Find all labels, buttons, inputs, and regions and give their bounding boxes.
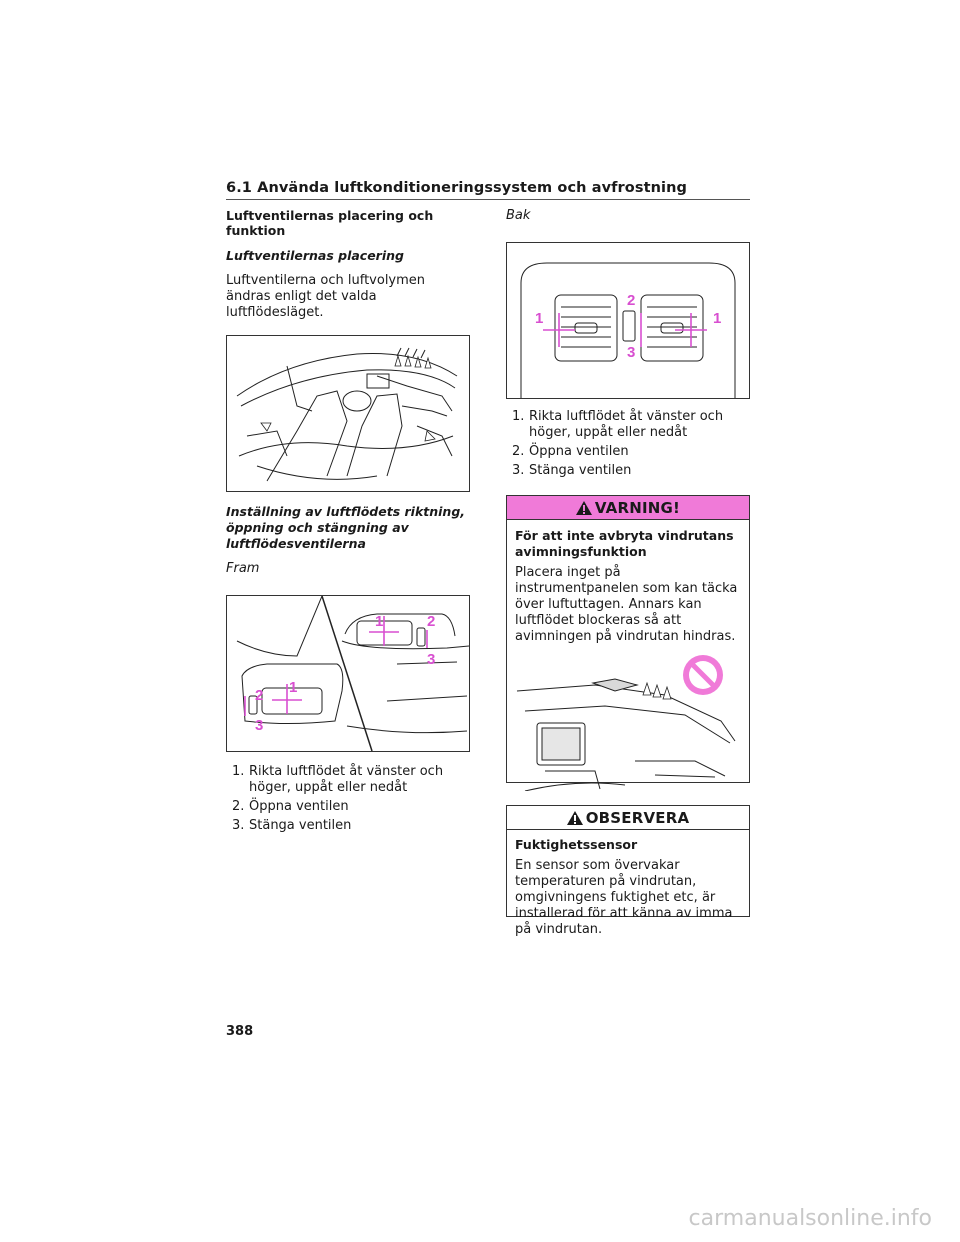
list-item: 3. Stänga ventilen: [232, 818, 352, 833]
notice-title: OBSERVERA: [585, 808, 690, 827]
section-heading: Luftventilernas placering och funktion: [226, 208, 434, 238]
front-vents-illustration: [226, 595, 470, 752]
list-item: 3. Stänga ventilen: [512, 463, 632, 478]
list-item: 1. Rikta luftflödet åt vänster och höger, uppåt eller nedåt: [512, 409, 724, 440]
rear-label: Bak: [506, 208, 531, 223]
warning-title: VARNING!: [594, 498, 681, 517]
rear-vents-illustration: [506, 242, 750, 399]
rear-callout-1-right: 1: [713, 310, 722, 327]
rear-steps-list: [506, 409, 750, 479]
notice-subtitle: Fuktighetssensor: [515, 837, 638, 852]
notice-text: En sensor som övervakar temperaturen på vindrutan, omgivningens fuktighet etc, är installerad för att känna av imma på vindrutan.: [515, 858, 733, 937]
dashboard-obstruction-illustration: [515, 651, 741, 791]
warning-text: Placera inget på instrumentpanelen som kan täcka över luftuttagen. Annars kan luftflödet blockeras så att avimningen på vindrutan hindras.: [515, 565, 738, 644]
subheading-placement: Luftventilernas placering: [226, 248, 404, 263]
interior-airflow-illustration: [226, 335, 470, 492]
subheading-adjustment: Inställning av luftflödets riktning, öppning och stängning av luftflödesventilerna: [226, 504, 466, 551]
front-callout-3-left: 3: [255, 717, 264, 734]
warning-triangle-icon: [576, 501, 592, 515]
front-callout-1-right: 1: [375, 613, 384, 630]
placement-paragraph: Luftventilerna och luftvolymen ändras enligt det valda luftflödesläget.: [226, 273, 426, 320]
list-item: 1. Rikta luftflödet åt vänster och höger, uppåt eller nedåt: [232, 764, 444, 795]
front-callout-2-right: 2: [427, 613, 436, 630]
rear-vents-drawing: [507, 243, 749, 398]
warning-box: [506, 495, 750, 783]
list-item: 2. Öppna ventilen: [512, 444, 629, 459]
section-title: 6.1 Använda luftkonditioneringssystem och avfrostning: [226, 180, 688, 196]
front-callout-1-left: 1: [289, 679, 298, 696]
car-interior-drawing: [227, 336, 469, 491]
left-column: [226, 208, 470, 837]
warning-header: [507, 496, 749, 520]
page-number: 388: [226, 1024, 254, 1039]
rear-callout-1-left: 1: [535, 310, 544, 327]
right-column: [506, 208, 750, 482]
rear-callout-2: 2: [627, 292, 636, 309]
list-item: 2. Öppna ventilen: [232, 799, 349, 814]
notice-box: [506, 805, 750, 937]
front-label: Fram: [226, 561, 260, 576]
notice-triangle-icon: [567, 811, 583, 825]
warning-subtitle: För att inte avbryta vindrutans avimningsfunktion: [515, 528, 734, 559]
front-vents-drawing: [227, 596, 469, 751]
notice-header: [507, 806, 749, 830]
rear-callout-3: 3: [627, 344, 636, 361]
section-divider: [226, 199, 750, 200]
front-callout-2-left: 2: [255, 687, 264, 704]
front-steps-list: [226, 764, 470, 834]
front-callout-3-right: 3: [427, 651, 436, 668]
watermark: carmanualsonline.info: [688, 1206, 932, 1231]
